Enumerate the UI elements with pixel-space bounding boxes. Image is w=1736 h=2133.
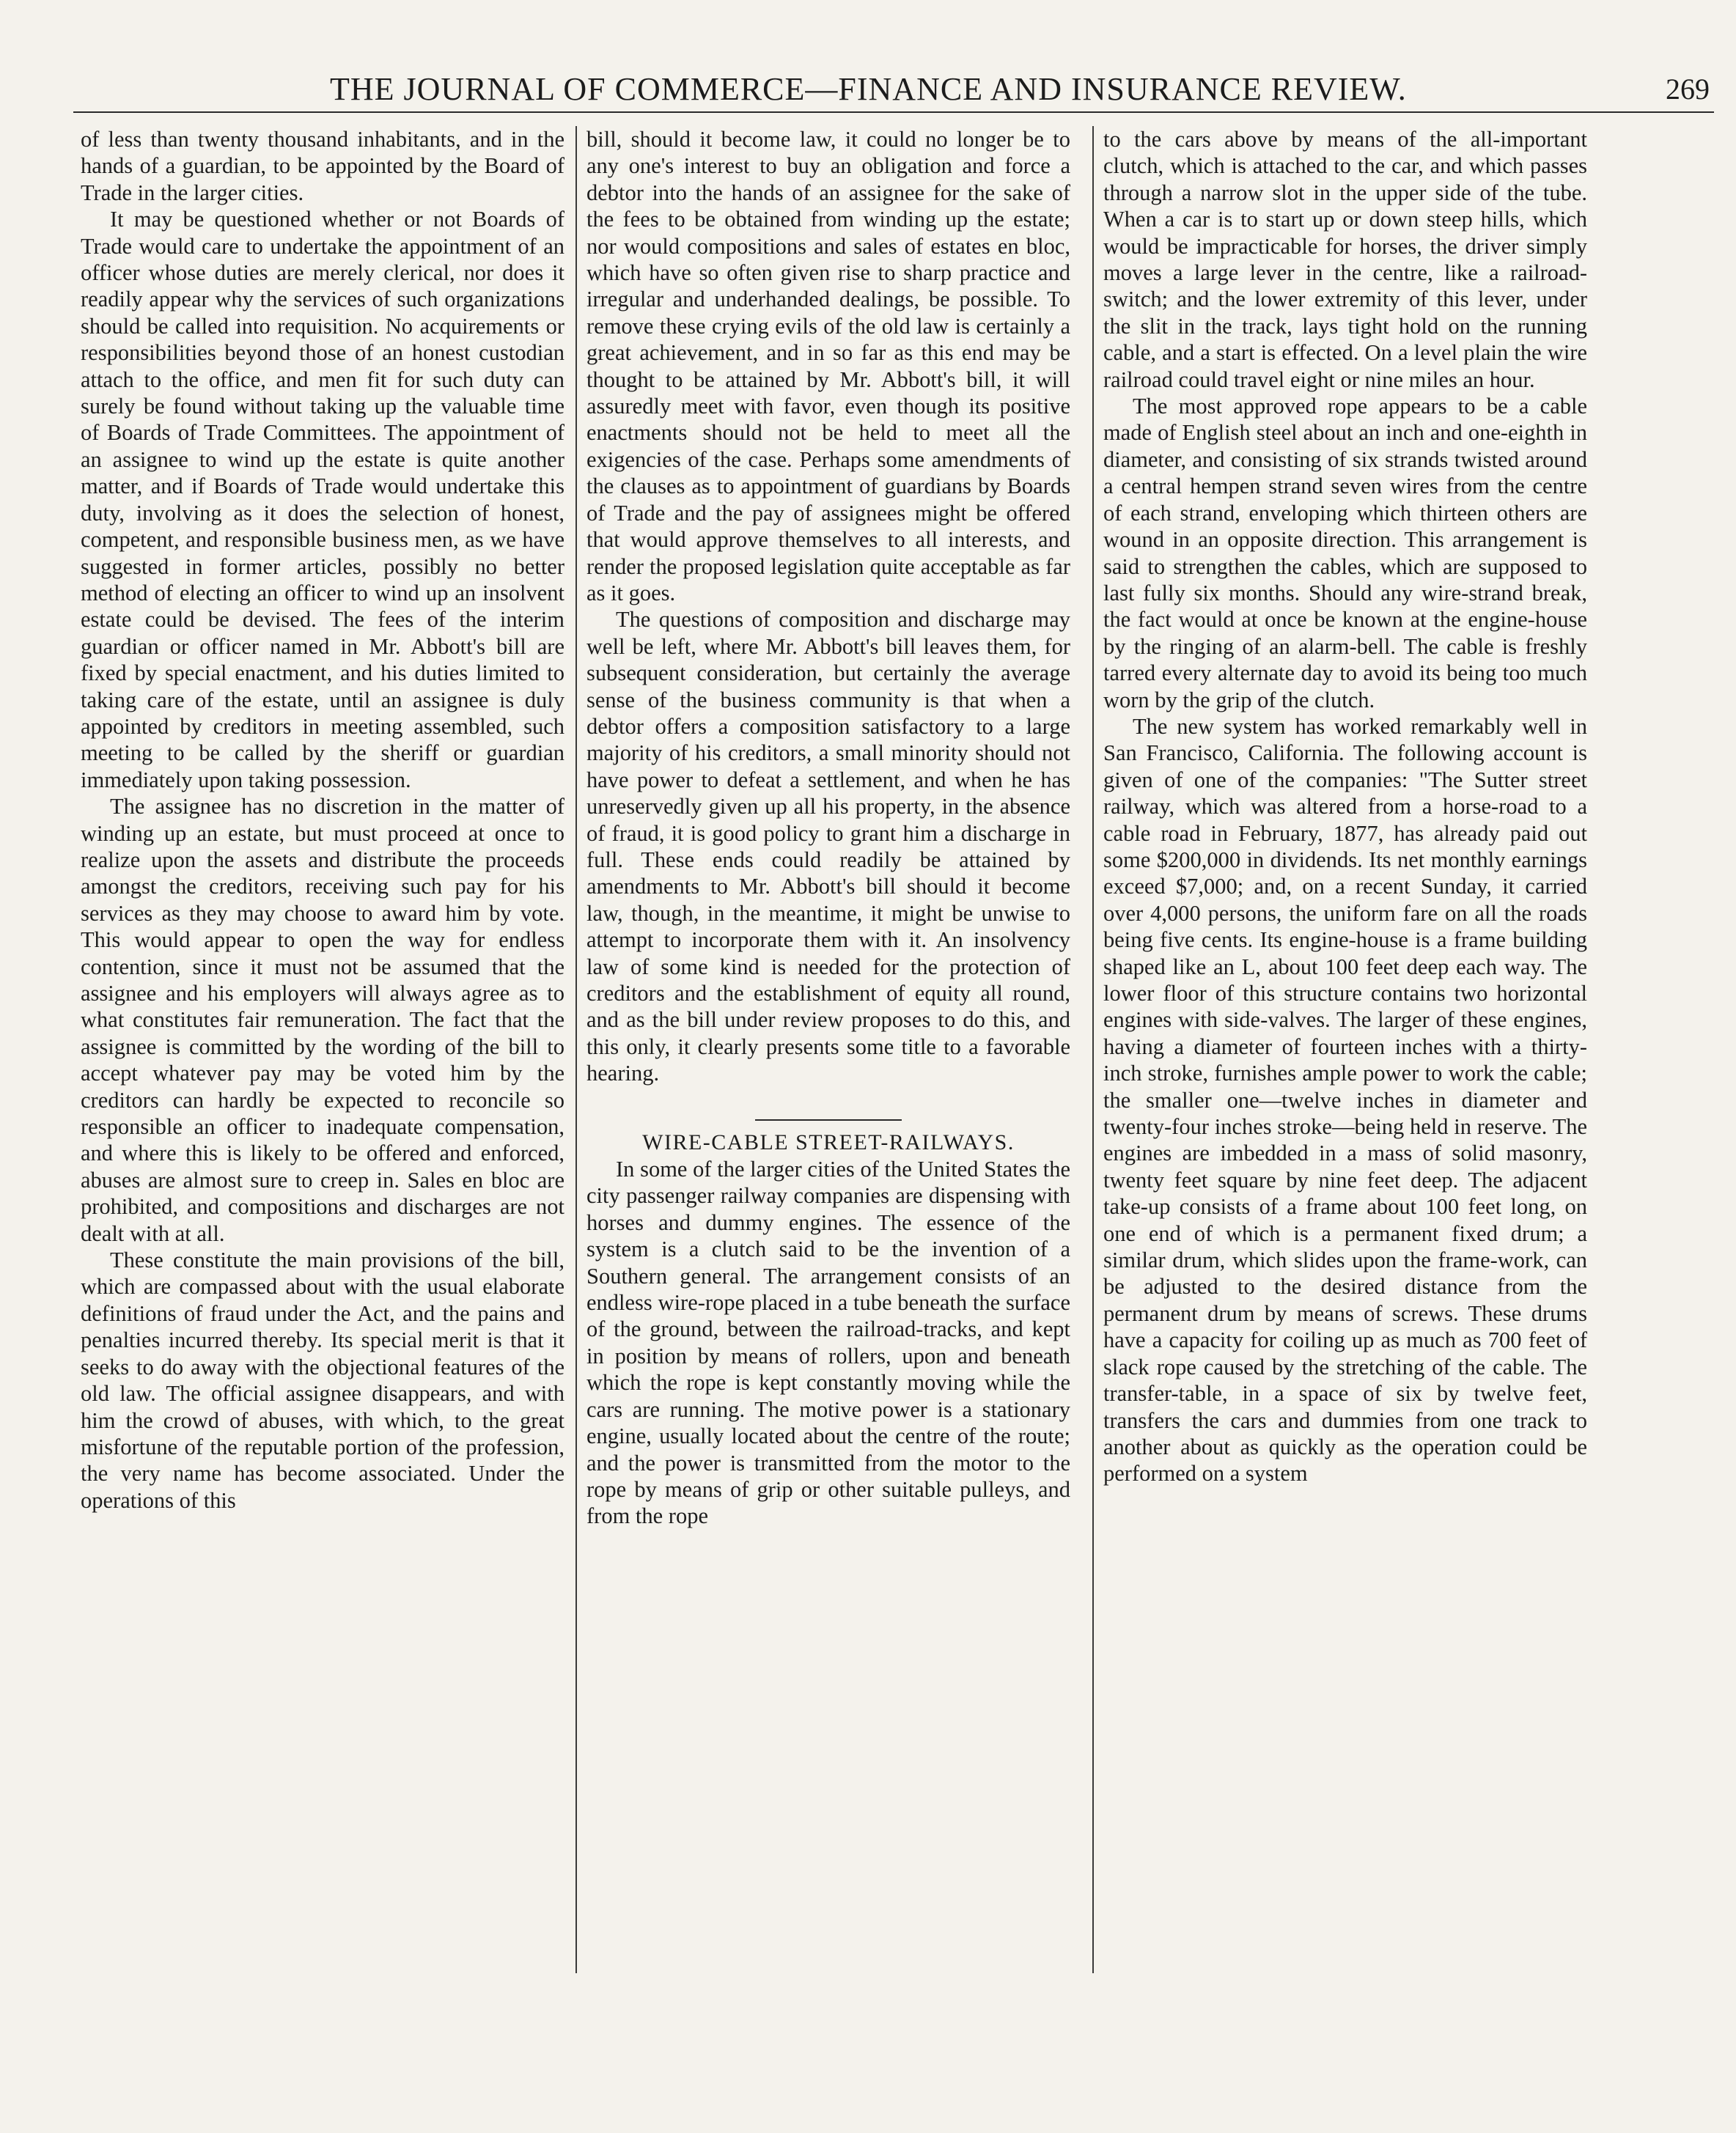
paragraph: The questions of composition and discharge may well be left, where Mr. Abbott's bill leaves them, for subsequent consideration, but certainly the average sense of the business community is that when a debtor offers a composition satisfactory to a large majority of his creditors, a small minority should not have power to defeat a settlement, and when he has unreservedly given up all his property, in the absence of fraud, it is good policy to grant him a discharge in full. These ends could readily be attained by amendments to Mr. Abbott's bill should it become law, though, in the meantime, it might be unwise to attempt to incorporate them with it. An insolvency law of some kind is needed for the protection of creditors and the establishment of equity all round, and as the bill under review proposes to do this, and this only, it clearly presents some title to a favorable hearing. [586,607,1070,1086]
column-divider [575,126,577,1973]
paragraph: The assignee has no discretion in the matter of winding up an estate, but must proceed at once to realize upon the assets and distribute the proceeds amongst the creditors, receiving such pay for his services as they may choose to award him by vote. This would appear to open the way for endless contention, since it must not be assumed that the assignee and his employers will always agree as to what constitutes fair remuneration. The fact that the assignee is committed by the wording of the bill to accept whatever pay may be voted him by the creditors can hardly be expected to reconcile so responsible an officer to inadequate compensation, and where this is likely to be offered and enforced, abuses are almost sure to creep in. Sales en bloc are prohibited, and compositions and discharges are not dealt with at all. [81,794,564,1246]
running-title: THE JOURNAL OF COMMERCE—FINANCE AND INSURANCE REVIEW. [330,71,1407,107]
page-header [73,67,1714,113]
column-2 [586,126,1070,2003]
section-title: WIRE-CABLE STREET-RAILWAYS. [642,1130,1015,1154]
paragraph: The new system has worked remarkably well in San Francisco, California. The following account is given of one of the companies: "The Sutter street railway, which was altered from a horse-road to a cable road in February, 1877, has already paid out some $200,000 in dividends. Its net monthly earnings exceed $7,000; and, on a recent Sunday, it carried over 4,000 persons, the uniform fare on all the roads being five cents. Its engine-house is a frame building shaped like an L, about 100 feet deep each way. The lower floor of this structure contains two horizontal engines with side-valves. The larger of these engines, having a diameter of fourteen inches with a thirty-inch stroke, furnishes ample power to work the cable; the smaller one—twelve inches in diameter and twenty-four inches stroke—being held in reserve. The engines are imbedded in a mass of solid masonry, twenty feet square by nine feet deep. The adjacent take-up consists of a frame about 100 feet long, on one end of which is a permanent fixed drum; a similar drum, which slides upon the frame-work, can be adjusted to the desired distance from the permanent drum by means of screws. These drums have a capacity for coiling up as much as 700 feet of slack rope caused by the stretching of the cable. The transfer-table, in a space of six by twelve feet, transfers the cars and dummies from one track to another about as quickly as the operation could be performed on a system [1103,713,1587,1487]
paragraph: These constitute the main provisions of the bill, which are compassed about with the usual elaborate definitions of fraud under the Act, and the pains and penalties incurred thereby. Its special merit is that it seeks to do away with the objectional features of the old law. The official assignee disappears, and with him the crowd of abuses, with which, to the great misfortune of the reputable portion of the profession, the very name has become associated. Under the operations of this [81,1248,564,1513]
paragraph: of less than twenty thousand inhabitants, and in the hands of a guardian, to be appointed by the Board of Trade in the larger cities. [81,127,564,205]
paragraph: bill, should it become law, it could no longer be to any one's interest to buy an obligation and force a debtor into the hands of an assignee for the sake of the fees to be obtained from winding up the estate; nor would compositions and sales of estates en bloc, which have so often given rise to sharp practice and irregular and underhanded dealings, be possible. To remove these crying evils of the old law is certainly a great achievement, and in so far as this end may be thought to be attained by Mr. Abbott's bill, it will assuredly meet with favor, even though its positive enactments should not be held to meet all the exigencies of the case. Perhaps some amendments of the clauses as to appointment of guardians by Boards of Trade and the pay of assignees might be offered that would approve themselves to all interests, and render the proposed legislation quite acceptable as far as it goes. [586,127,1070,605]
paragraph: In some of the larger cities of the United States the city passenger railway companies are dispensing with horses and dummy engines. The essence of the system is a clutch said to be the invention of a Southern general. The arrangement consists of an endless wire-rope placed in a tube beneath the surface of the ground, between the railroad-tracks, and kept in position by means of rollers, upon and beneath which the rope is kept constantly moving while the cars are running. The motive power is a stationary engine, usually located about the centre of the route; and the power is transmitted from the motor to the rope by means of grip or other suitable pulleys, and from the rope [586,1157,1070,1529]
column-1 [81,126,564,2003]
paragraph: It may be questioned whether or not Boards of Trade would care to undertake the appointment of an officer whose duties are merely clerical, nor does it readily appear why the services of such organizations should be called into requisition. No acquirements or responsibilities beyond those of an honest custodian attach to the office, and men fit for such duty can surely be found without taking up the valuable time of Boards of Trade Committees. The appointment of an assignee to wind up the estate is quite another matter, and if Boards of Trade would undertake this duty, involving as it does the selection of honest, competent, and responsible business men, as we have suggested in former articles, possibly no better method of electing an officer to wind up an insolvent estate could be devised. The fees of the interim guardian or officer named in Mr. Abbott's bill are fixed by special enactment, and his duties limited to taking care of the estate, until an assignee is duly appointed by creditors in meeting assembled, such meeting to be called by the sheriff or guardian immediately upon taking possession. [81,207,564,792]
page-number: 269 [1666,73,1710,106]
column-divider [1092,126,1094,1973]
section-divider [755,1119,902,1121]
paragraph: The most approved rope appears to be a cable made of English steel about an inch and one-eighth in diameter, and consisting of six strands twisted around a central hempen strand seven wires from the centre of each strand, enveloping which thirteen others are wound in an opposite direction. This arrangement is said to strengthen the cables, which are supposed to last fully six months. Should any wire-strand break, the fact would at once be known at the engine-house by the ringing of an alarm-bell. The cable is freshly tarred every alternate day to avoid its being too much worn by the grip of the clutch. [1103,394,1587,712]
column-3 [1103,126,1587,2003]
paragraph: to the cars above by means of the all-important clutch, which is attached to the car, and which passes through a narrow slot in the upper side of the tube. When a car is to start up or down steep hills, which would be impracticable for horses, the driver simply moves a large lever in the centre, like a railroad-switch; and the lower extremity of this lever, under the slit in the track, lays tight hold on the running cable, and a start is effected. On a level plain the wire railroad could travel eight or nine miles an hour. [1103,127,1587,392]
